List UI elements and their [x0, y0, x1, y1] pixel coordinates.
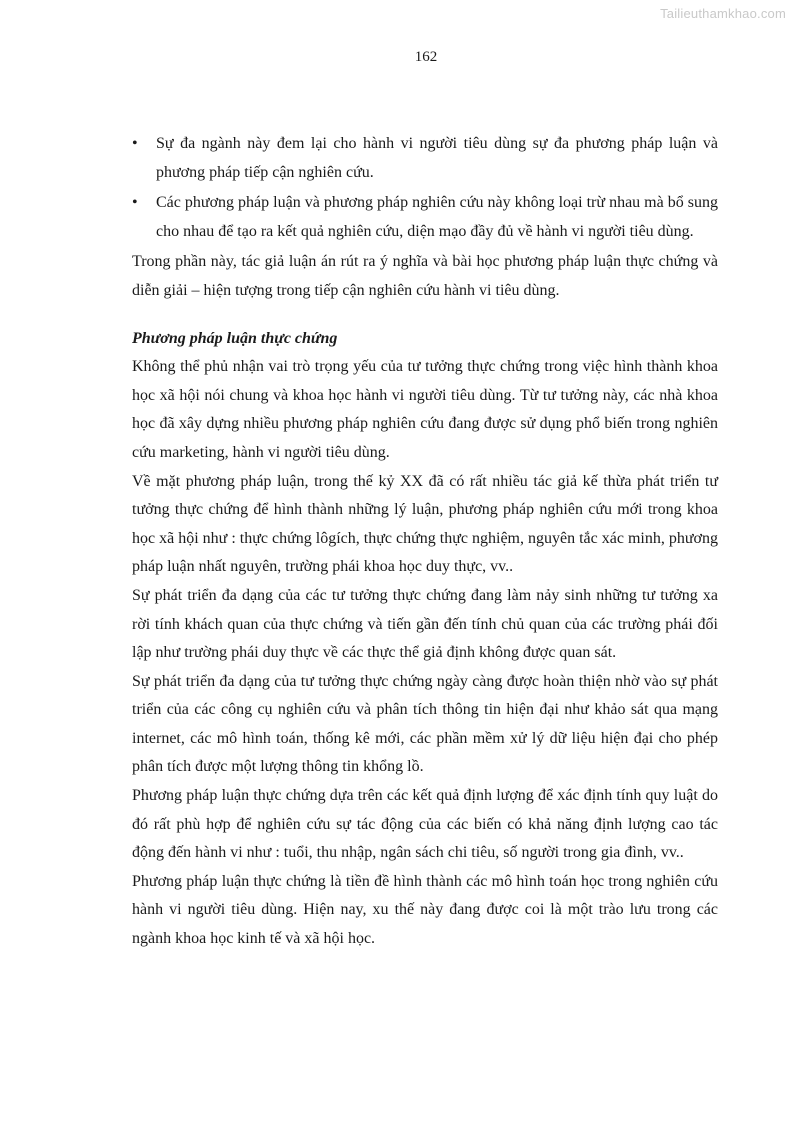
bullet-item: [132, 130, 718, 187]
body-paragraph: Phương pháp luận thực chứng dựa trên các kết quả định lượng để xác định tính quy luật do đó rất phù hợp để nghiên cứu sự tác động của các biến có khả năng định lượng cao tác động đến hành vi như : tuổi, thu nhập, ngân sách chi tiêu, số người trong gia đình, vv..: [132, 787, 718, 862]
bullet-item: [132, 189, 718, 246]
document-body: [132, 130, 718, 954]
bullet-text: Sự đa ngành này đem lại cho hành vi người tiêu dùng sự đa phương pháp luận và phương pháp tiếp cận nghiên cứu.: [156, 135, 718, 181]
body-paragraph: Về mặt phương pháp luận, trong thế kỷ XX đã có rất nhiều tác giả kế thừa phát triển tư tưởng thực chứng để hình thành những lý luận, phương pháp nghiên cứu mới trong khoa học xã hội như : thực chứng lôgích, thực chứng thực nghiệm, nguyên tắc xác minh, phương pháp luận nhất nguyên, trường phái khoa học duy thực, vv..: [132, 472, 718, 576]
bullet-text: Các phương pháp luận và phương pháp nghiên cứu này không loại trừ nhau mà bổ sung cho nhau để tạo ra kết quả nghiên cứu, diện mạo đầy đủ về hành vi người tiêu dùng.: [156, 194, 718, 240]
bullet-list: [132, 130, 718, 246]
section-heading: Phương pháp luận thực chứng: [132, 329, 338, 347]
body-paragraph: Sự phát triển đa dạng của các tư tưởng thực chứng đang làm nảy sinh những tư tưởng xa rời tính khách quan của thực chứng và tiến gần đến tính chủ quan của các trường phái đối lập như trường phái duy thực về các thực thể giả định không được quan sát.: [132, 586, 718, 662]
bullet-icon: •: [132, 194, 138, 212]
page-number: 162: [414, 49, 438, 65]
watermark: Tailieuthamkhao.com: [660, 6, 786, 21]
body-paragraph: Sự phát triển đa dạng của tư tưởng thực chứng ngày càng được hoàn thiện nhờ vào sự phát triển của các công cụ nghiên cứu và phân tích thông tin hiện đại như khảo sát qua mạng internet, các mô hình toán, thống kê mới, các phần mềm xử lý dữ liệu hiện đại cho phép phân tích được một lượng thông tin khổng lồ.: [132, 672, 718, 776]
body-paragraph: Phương pháp luận thực chứng là tiền đề hình thành các mô hình toán học trong nghiên cứu hành vi người tiêu dùng. Hiện nay, xu thế này đang được coi là một trào lưu trong các ngành khoa học kinh tế và xã hội học.: [132, 872, 718, 948]
body-paragraph: Không thể phủ nhận vai trò trọng yếu của tư tưởng thực chứng trong việc hình thành khoa học xã hội nói chung và khoa học hành vi người tiêu dùng. Từ tư tưởng này, các nhà khoa học đã xây dựng nhiều phương pháp nghiên cứu đang được sử dụng phổ biến trong nghiên cứu marketing, hành vi người tiêu dùng.: [132, 358, 718, 461]
bullet-icon: •: [132, 135, 138, 152]
intro-paragraph: Trong phần này, tác giả luận án rút ra ý nghĩa và bài học phương pháp luận thực chứng và diễn giải – hiện tượng trong tiếp cận nghiên cứu hành vi tiêu dùng.: [132, 253, 718, 299]
